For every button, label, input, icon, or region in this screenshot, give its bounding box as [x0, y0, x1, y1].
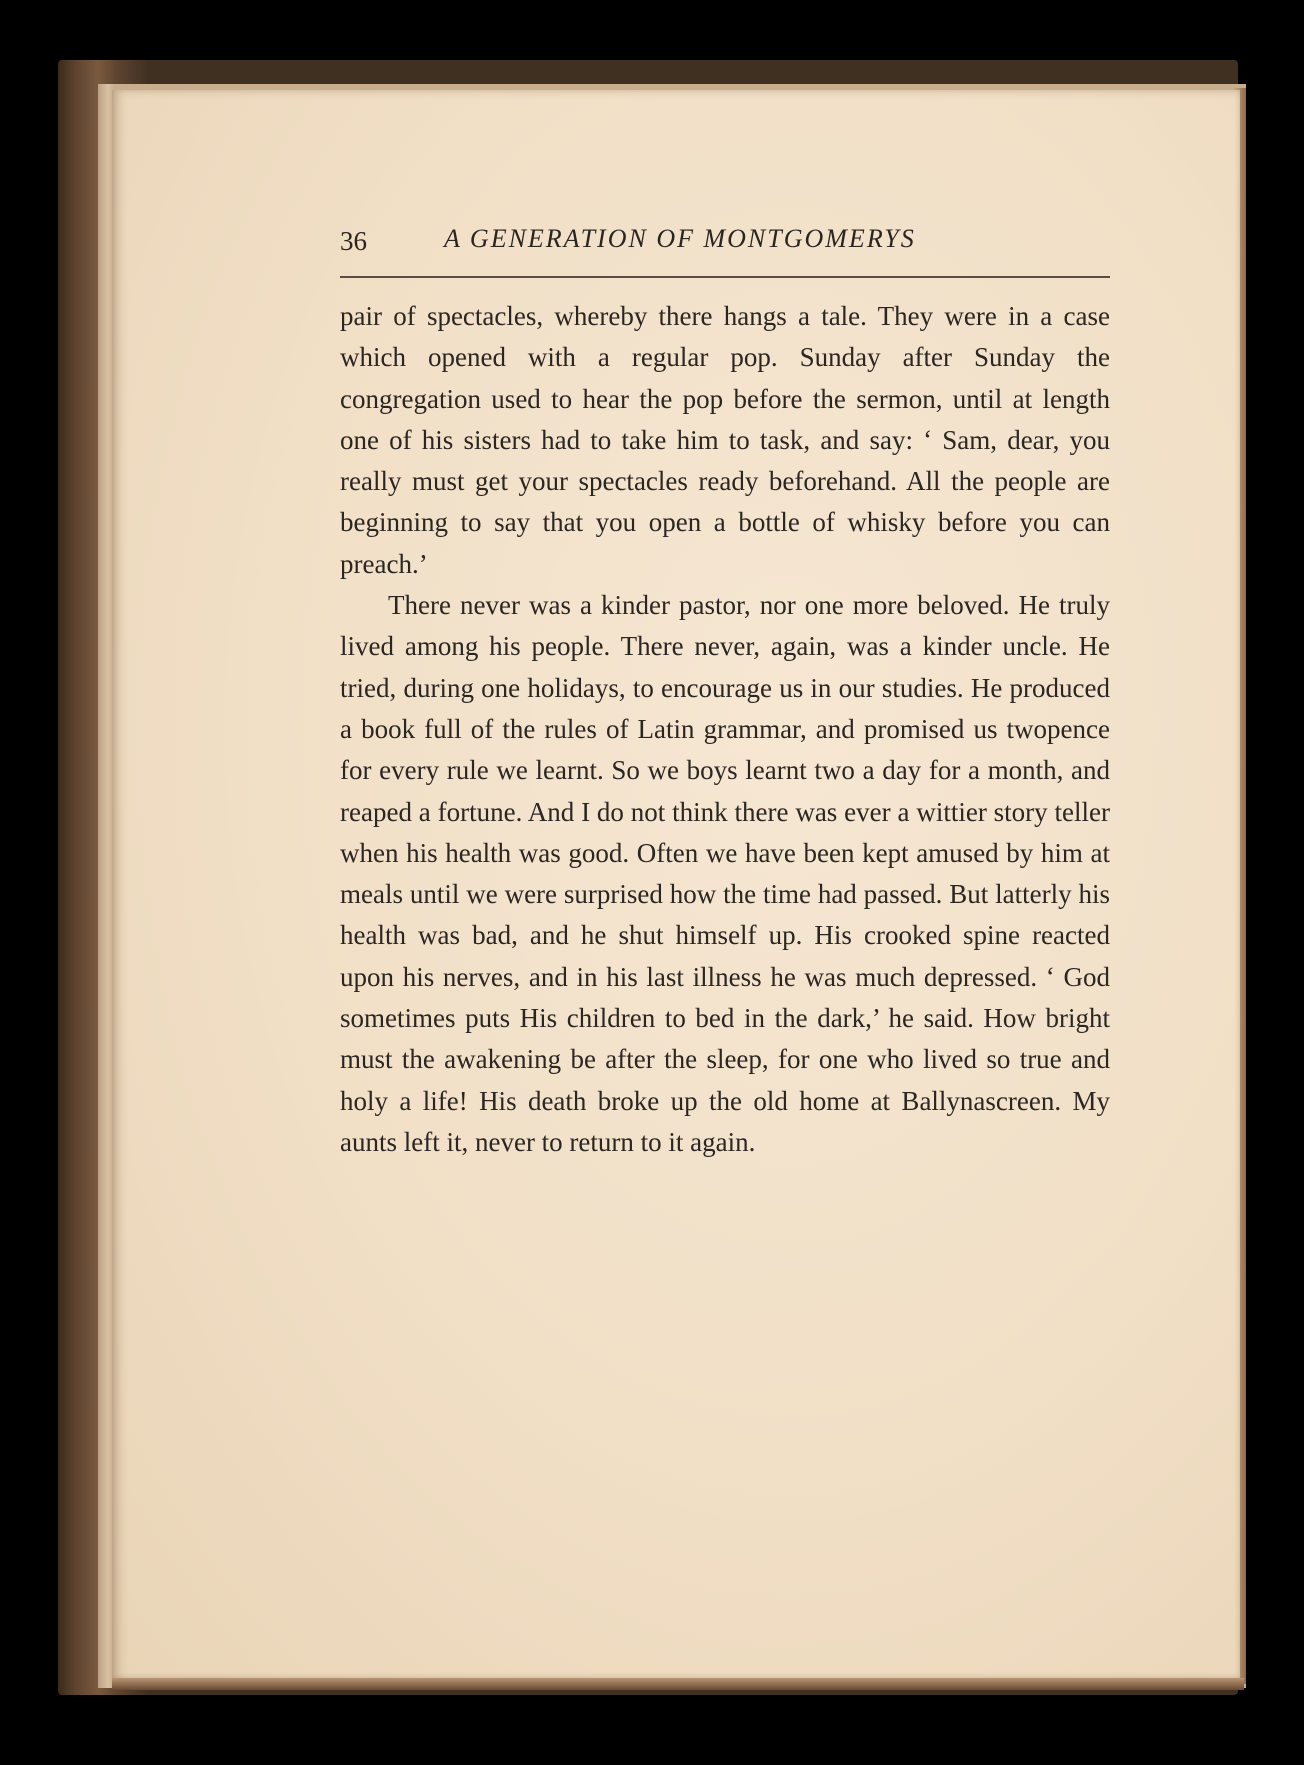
body-text — [340, 296, 1110, 1163]
running-title: A GENERATION OF MONTGOMERYS — [444, 224, 916, 253]
paragraph-1: pair of spectacles, whereby there hangs a tale. They were in a case which opened with a regular pop. Sunday after Sunday the congregation used to hear the pop before the sermon, until at length one of his sisters had to take him to task, and say: ‘ Sam, dear, you really must get your spectacles ready beforehand. All the people are beginning to say that you open a bottle of whisky before you can preach.’ — [340, 301, 1110, 579]
paragraph-2: There never was a kinder pastor, nor one more beloved. He truly lived among his people. There never, again, was a kinder uncle. He tried, during one holidays, to encourage us in our studies. He produced a book full of the rules of Latin grammar, and promised us twopence for every rule we learnt. So we boys learnt two a day for a month, and reaped a fortune. And I do not think there was ever a wittier story teller when his health was good. Often we have been kept amused by him at meals until we were surprised how the time had passed. But latterly his health was bad, and he shut himself up. His crooked spine reacted upon his nerves, and in his last illness he was much depressed. ‘ God sometimes puts His children to bed in the dark,’ he said. How bright must the awakening be after the sleep, for one who lived so true and holy a life! His death broke up the old home at Ballynascreen. My aunts left it, never to return to it again. — [340, 590, 1110, 1157]
header-rule — [340, 276, 1110, 278]
running-header — [340, 222, 1110, 262]
page-bottom-edge — [112, 1678, 1244, 1690]
page-number: 36 — [340, 226, 367, 256]
